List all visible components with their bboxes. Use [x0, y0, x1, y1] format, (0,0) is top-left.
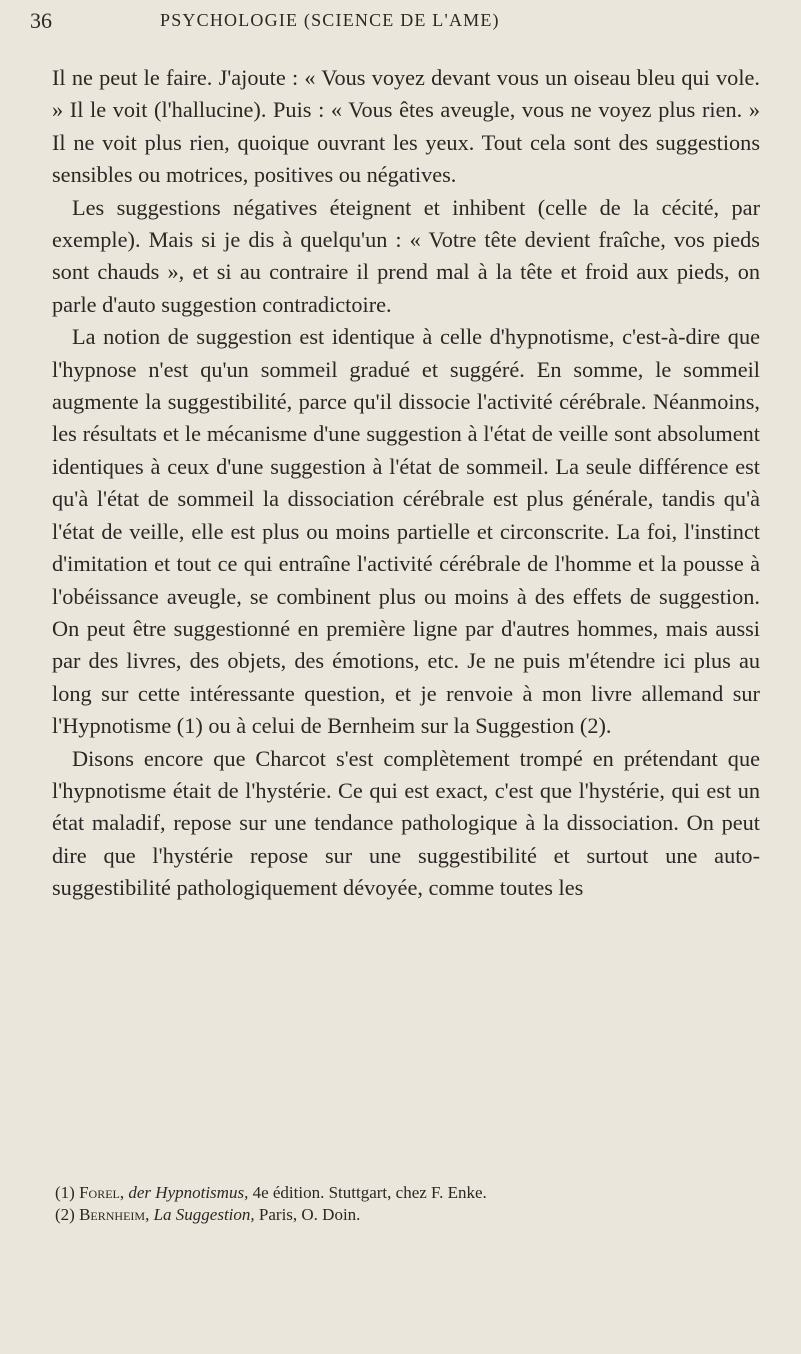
- footnote: [55, 1182, 760, 1204]
- footnotes: [55, 1182, 760, 1226]
- running-head: [30, 8, 760, 48]
- footnote-title: La Suggestion,: [153, 1205, 255, 1224]
- page-number: 36: [30, 8, 52, 33]
- running-title: PSYCHOLOGIE (SCIENCE DE L'AME): [160, 10, 500, 30]
- footnote-author: Bernheim,: [79, 1205, 150, 1224]
- footnote-author: Forel,: [79, 1183, 125, 1202]
- footnote: [55, 1204, 760, 1226]
- paragraph: Il ne peut le faire. J'ajoute : « Vous voyez devant vous un oiseau bleu qui vole. » Il le voit (l'hallucine). Puis : « Vous êtes aveugle, vous ne voyez plus rien. » Il ne voit plus rien, quoique ouvrant les yeux. Tout cela sont des suggestions sensibles ou motrices, positives ou négatives.: [52, 65, 760, 188]
- footnote-details: Paris, O. Doin.: [258, 1205, 361, 1224]
- paragraph: La notion de suggestion est identique à celle d'hypnotisme, c'est-à-dire que l'hypnose n'est qu'un sommeil gradué et suggéré. En somme, le sommeil augmente la suggestibilité, parce qu'il dissocie l'activité cérébrale. Néanmoins, les résultats et le mécanisme d'une suggestion à l'état de veille sont absolument identiques à ceux d'une suggestion à l'état de sommeil. La seule différence est qu'à l'état de sommeil la dissociation cérébrale est plus générale, tandis qu'à l'état de veille, elle est plus ou moins partielle et circonscrite. La foi, l'instinct d'imitation et tout ce qui entraîne l'activité cérébrale de l'homme et la pousse à l'obéissance aveugle, se combinent plus ou moins à des effets de suggestion. On peut être suggestionné en première ligne par d'autres hommes, mais aussi par des livres, des objets, des émotions, etc. Je ne puis m'étendre ici plus au long sur cette intéressante question, et je renvoie à mon livre allemand sur l'Hypnotisme (1) ou à celui de Bernheim sur la Suggestion (2).: [52, 324, 760, 739]
- footnote-title: der Hypnotismus,: [128, 1183, 249, 1202]
- footnote-marker: (1): [55, 1183, 75, 1202]
- paragraph: Les suggestions négatives éteignent et inhibent (celle de la cécité, par exemple). Mais si je dis à quelqu'un : « Votre tête devient fraîche, vos pieds sont chauds », et si au contraire il prend mal à la tête et froid aux pieds, on parle d'auto suggestion contradictoire.: [52, 194, 760, 317]
- paragraph: Disons encore que Charcot s'est complètement trompé en prétendant que l'hypnotisme était de l'hystérie. Ce qui est exact, c'est que l'hystérie, qui est un état maladif, repose sur une tendance pathologique à la dissociation. On peut dire que l'hystérie repose sur une suggestibilité et surtout une auto-suggestibilité pathologiquement dévoyée, comme toutes les: [52, 745, 760, 901]
- footnote-details: 4e édition. Stuttgart, chez F. Enke.: [252, 1183, 487, 1202]
- footnote-marker: (2): [55, 1205, 75, 1224]
- body-text: [52, 62, 760, 905]
